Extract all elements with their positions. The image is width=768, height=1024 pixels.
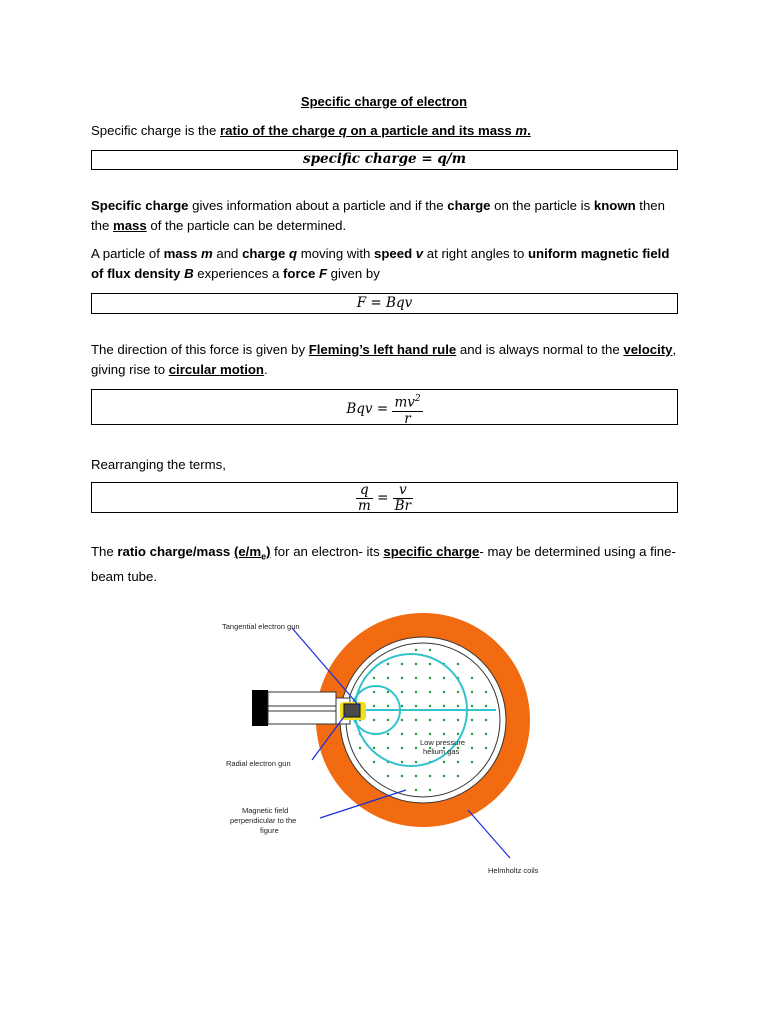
field-dot: [443, 761, 445, 763]
label-field-line-1: Magnetic field: [242, 806, 289, 815]
gun-housing-back: [252, 690, 268, 726]
field-dot: [471, 677, 473, 679]
field-dot: [387, 705, 389, 707]
label-field-line-2: perpendicular to the: [230, 816, 297, 825]
field-dot: [415, 649, 417, 651]
fine-beam-tube-diagram: [220, 610, 560, 890]
field-dot: [401, 677, 403, 679]
field-dot: [457, 761, 459, 763]
paragraph-information: Specific charge gives information about a particle and if the charge on the particle is known then the mass of the particle can be determined.: [91, 198, 665, 233]
page-title: Specific charge of electron: [300, 94, 468, 109]
field-dot: [401, 663, 403, 665]
field-dot: [429, 775, 431, 777]
field-dot: [373, 705, 375, 707]
field-dot: [457, 719, 459, 721]
field-dot: [401, 705, 403, 707]
field-dot: [485, 733, 487, 735]
equation-force: F = Bqv: [356, 295, 413, 311]
field-dot: [359, 747, 361, 749]
field-dot: [485, 719, 487, 721]
field-dot: [457, 775, 459, 777]
field-dot: [373, 761, 375, 763]
equation-circular-motion: Bqv = $\frac{mv^2}{r}$: [346, 394, 421, 427]
field-dot: [387, 775, 389, 777]
field-dot: [429, 719, 431, 721]
label-gas-line-1: Low pressure: [420, 738, 466, 747]
field-dot: [373, 691, 375, 693]
field-dot: [471, 719, 473, 721]
field-dot: [373, 719, 375, 721]
gun-housing: [268, 692, 336, 724]
field-dot: [471, 733, 473, 735]
equation-box-ratio: [91, 482, 678, 513]
label-helmholtz-coils: Helmholtz coils: [488, 866, 539, 875]
field-dot: [443, 719, 445, 721]
field-dot: [415, 789, 417, 791]
field-dot: [429, 677, 431, 679]
field-dot: [401, 747, 403, 749]
field-dot: [457, 691, 459, 693]
field-dot: [401, 719, 403, 721]
field-dot: [373, 677, 375, 679]
field-dot: [387, 691, 389, 693]
label-field-line-3: figure: [260, 826, 279, 835]
field-dot: [387, 719, 389, 721]
field-dot: [485, 705, 487, 707]
field-dot: [373, 747, 375, 749]
field-dot: [471, 747, 473, 749]
paragraph-force: A particle of mass m and charge q moving with speed v at right angles to uniform magnetic field of flux density B experiences a force F given by: [91, 246, 670, 281]
field-dot: [443, 733, 445, 735]
field-dot: [471, 691, 473, 693]
field-dot: [401, 733, 403, 735]
paragraph-direction: The direction of this force is given by Fleming’s left hand rule and is always normal to the velocity, giving rise to circular motion.: [91, 342, 677, 377]
field-dot: [415, 747, 417, 749]
field-dot: [429, 691, 431, 693]
equation-ratio: $\frac{q}{m}$ = $\frac{v}{Br}$: [357, 482, 412, 514]
field-dot: [387, 663, 389, 665]
field-dot: [415, 775, 417, 777]
field-dot: [401, 775, 403, 777]
field-dot: [485, 747, 487, 749]
tube-inner: [346, 643, 500, 797]
paragraph-fine-beam: The ratio charge/mass $(e/m_e)$ for an electron- its specific charge- may be determined using a fine-beam tube.: [91, 544, 676, 584]
field-dot: [415, 677, 417, 679]
equation-box-force: [91, 293, 678, 314]
field-dot: [443, 705, 445, 707]
field-dot: [443, 775, 445, 777]
electron-gun-body: [344, 704, 360, 717]
field-dot: [429, 663, 431, 665]
paragraph-rearranging: Rearranging the terms,: [91, 457, 226, 472]
label-radial-gun: Radial electron gun: [226, 759, 291, 768]
equation-box-circular: [91, 389, 678, 425]
field-dot: [387, 747, 389, 749]
field-dot: [415, 761, 417, 763]
field-dot: [457, 705, 459, 707]
label-tangential-gun: Tangential electron gun: [222, 622, 300, 631]
field-dot: [415, 663, 417, 665]
field-dot: [429, 789, 431, 791]
field-dot: [457, 733, 459, 735]
field-dot: [429, 705, 431, 707]
field-dot: [401, 691, 403, 693]
equation-box-specific-charge: [91, 150, 678, 170]
field-dot: [485, 691, 487, 693]
arrow-coils: [468, 810, 510, 858]
field-dot: [443, 691, 445, 693]
field-dot: [415, 733, 417, 735]
field-dot: [471, 761, 473, 763]
field-dot: [443, 677, 445, 679]
field-dot: [415, 691, 417, 693]
equation-specific-charge: specific charge = q/m: [302, 151, 466, 167]
field-dot: [429, 649, 431, 651]
field-dot: [401, 761, 403, 763]
label-gas-line-2: helium gas: [423, 747, 460, 756]
paragraph-definition: Specific charge is the ratio of the charge q on a particle and its mass m.: [91, 123, 531, 138]
field-dot: [415, 705, 417, 707]
field-dot: [471, 705, 473, 707]
field-dot: [415, 719, 417, 721]
field-dot: [457, 663, 459, 665]
field-dot: [429, 733, 431, 735]
field-dot: [387, 677, 389, 679]
field-dot: [387, 733, 389, 735]
